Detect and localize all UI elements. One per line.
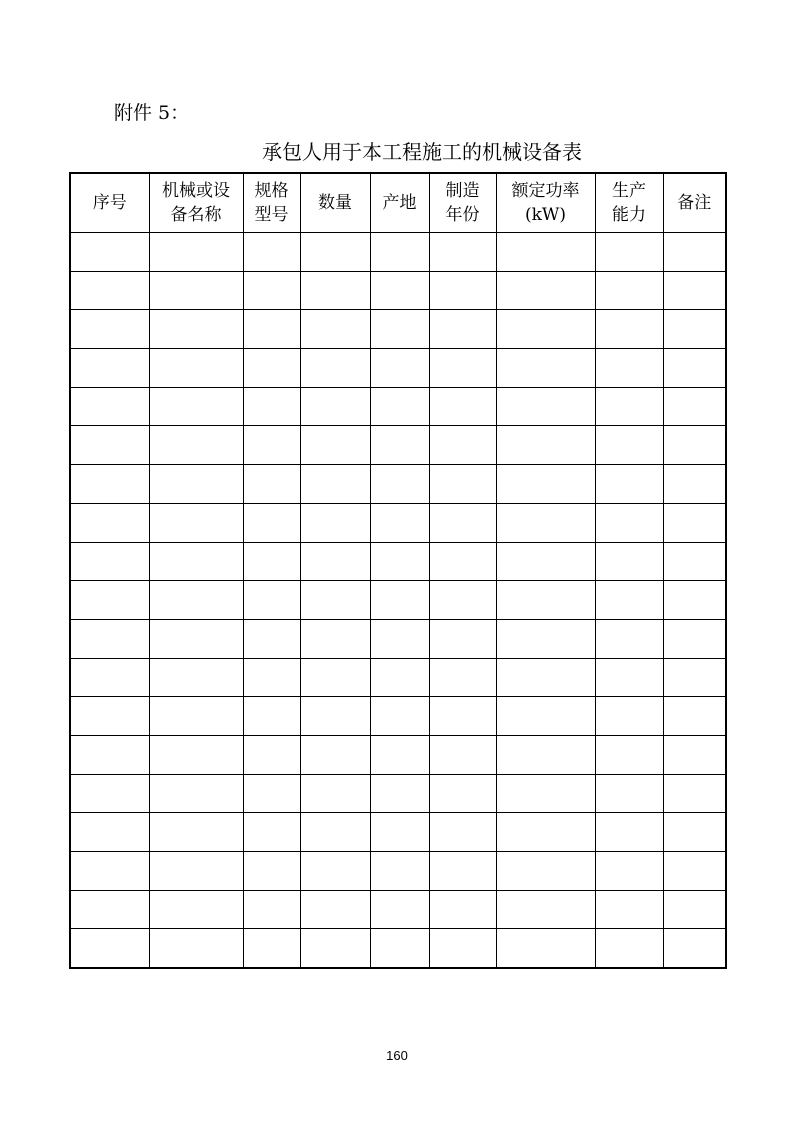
column-header-line: 型号 <box>254 205 289 225</box>
table-cell[interactable] <box>663 852 726 891</box>
table-cell[interactable] <box>429 542 496 581</box>
table-cell[interactable] <box>149 233 243 272</box>
table-row <box>70 310 726 349</box>
table-cell[interactable] <box>149 271 243 310</box>
table-cell[interactable] <box>243 929 300 968</box>
table-cell[interactable] <box>496 426 595 465</box>
table-cell[interactable] <box>370 852 429 891</box>
table-cell[interactable] <box>370 233 429 272</box>
table-cell[interactable] <box>496 310 595 349</box>
column-header-5 <box>429 173 496 233</box>
table-cell[interactable] <box>595 465 663 504</box>
table-cell[interactable] <box>70 852 149 891</box>
table-cell[interactable] <box>595 890 663 929</box>
table-row <box>70 581 726 620</box>
column-header-line: 制造 <box>445 181 480 201</box>
table-cell[interactable] <box>370 735 429 774</box>
table-row <box>70 349 726 388</box>
table-cell[interactable] <box>243 310 300 349</box>
table-cell[interactable] <box>70 542 149 581</box>
equipment-table <box>69 172 727 969</box>
table-cell[interactable] <box>429 310 496 349</box>
table-cell[interactable] <box>149 349 243 388</box>
table-row <box>70 542 726 581</box>
table-row <box>70 233 726 272</box>
table-cell[interactable] <box>70 310 149 349</box>
table-cell[interactable] <box>663 774 726 813</box>
table-cell[interactable] <box>300 697 370 736</box>
table-cell[interactable] <box>70 426 149 465</box>
table-cell[interactable] <box>300 890 370 929</box>
column-header-3 <box>300 173 370 233</box>
table-cell[interactable] <box>300 774 370 813</box>
table-cell[interactable] <box>243 619 300 658</box>
table-cell[interactable] <box>370 697 429 736</box>
table-cell[interactable] <box>243 426 300 465</box>
column-header-line: 数量 <box>318 193 352 213</box>
table-cell[interactable] <box>496 774 595 813</box>
attachment-label: 附件 5： <box>114 102 190 124</box>
table-cell[interactable] <box>149 387 243 426</box>
column-header-line: 额定功率 <box>511 181 580 201</box>
column-header-line: 备注 <box>677 193 712 213</box>
table-cell[interactable] <box>300 310 370 349</box>
table-cell[interactable] <box>370 503 429 542</box>
table-cell[interactable] <box>149 774 243 813</box>
table-cell[interactable] <box>429 349 496 388</box>
table-row <box>70 774 726 813</box>
column-header-line: 机械或设 <box>162 181 230 201</box>
table-cell[interactable] <box>595 503 663 542</box>
table-cell[interactable] <box>243 852 300 891</box>
table-cell[interactable] <box>595 426 663 465</box>
table-cell[interactable] <box>663 735 726 774</box>
table-cell[interactable] <box>243 503 300 542</box>
table-row <box>70 658 726 697</box>
column-header-line: 能力 <box>612 205 646 225</box>
table-cell[interactable] <box>300 271 370 310</box>
table-cell[interactable] <box>300 929 370 968</box>
table-cell[interactable] <box>595 581 663 620</box>
table-cell[interactable] <box>370 658 429 697</box>
table-cell[interactable] <box>496 658 595 697</box>
table-cell[interactable] <box>496 581 595 620</box>
table-cell[interactable] <box>429 233 496 272</box>
table-cell[interactable] <box>70 387 149 426</box>
table-cell[interactable] <box>149 465 243 504</box>
table-cell[interactable] <box>300 426 370 465</box>
table-cell[interactable] <box>243 890 300 929</box>
table-cell[interactable] <box>70 233 149 272</box>
table-cell[interactable] <box>429 619 496 658</box>
table-cell[interactable] <box>243 233 300 272</box>
table-cell[interactable] <box>496 929 595 968</box>
table-cell[interactable] <box>243 735 300 774</box>
table-cell[interactable] <box>70 929 149 968</box>
table-cell[interactable] <box>300 542 370 581</box>
table-cell[interactable] <box>663 581 726 620</box>
table-cell[interactable] <box>595 349 663 388</box>
table-cell[interactable] <box>429 503 496 542</box>
table-cell[interactable] <box>149 852 243 891</box>
table-cell[interactable] <box>663 310 726 349</box>
table-cell[interactable] <box>429 852 496 891</box>
table-row <box>70 890 726 929</box>
table-cell[interactable] <box>370 542 429 581</box>
table-cell[interactable] <box>149 619 243 658</box>
column-header-4 <box>370 173 429 233</box>
table-cell[interactable] <box>496 890 595 929</box>
table-cell[interactable] <box>300 658 370 697</box>
table-cell[interactable] <box>496 387 595 426</box>
table-cell[interactable] <box>429 465 496 504</box>
column-header-line: 年份 <box>445 205 480 225</box>
table-cell[interactable] <box>429 426 496 465</box>
column-header-line: 生产 <box>612 181 646 201</box>
table-cell[interactable] <box>243 697 300 736</box>
table-cell[interactable] <box>370 426 429 465</box>
table-cell[interactable] <box>70 697 149 736</box>
table-header-row <box>70 173 726 233</box>
table-cell[interactable] <box>663 426 726 465</box>
table-cell[interactable] <box>149 890 243 929</box>
column-header-line: 规格 <box>254 181 289 201</box>
table-cell[interactable] <box>149 697 243 736</box>
table-cell[interactable] <box>496 271 595 310</box>
table-cell[interactable] <box>149 542 243 581</box>
table-cell[interactable] <box>149 735 243 774</box>
table-row <box>70 426 726 465</box>
table-cell[interactable] <box>70 465 149 504</box>
table-cell[interactable] <box>300 735 370 774</box>
table-cell[interactable] <box>300 503 370 542</box>
table-cell[interactable] <box>595 658 663 697</box>
table-cell[interactable] <box>663 503 726 542</box>
table-cell[interactable] <box>370 581 429 620</box>
table-row <box>70 735 726 774</box>
column-header-2 <box>243 173 300 233</box>
table-cell[interactable] <box>429 697 496 736</box>
table-body <box>70 233 726 969</box>
table-row <box>70 697 726 736</box>
table-cell[interactable] <box>595 542 663 581</box>
table-cell[interactable] <box>429 735 496 774</box>
column-header-8 <box>663 173 726 233</box>
table-cell[interactable] <box>663 465 726 504</box>
table-cell[interactable] <box>663 813 726 852</box>
table-cell[interactable] <box>496 852 595 891</box>
table-cell[interactable] <box>663 697 726 736</box>
table-cell[interactable] <box>496 233 595 272</box>
table-cell[interactable] <box>70 774 149 813</box>
table-cell[interactable] <box>370 890 429 929</box>
table-cell[interactable] <box>300 387 370 426</box>
table-cell[interactable] <box>70 271 149 310</box>
column-header-6 <box>496 173 595 233</box>
table-cell[interactable] <box>496 619 595 658</box>
table-cell[interactable] <box>70 503 149 542</box>
table-cell[interactable] <box>149 503 243 542</box>
table-cell[interactable] <box>429 658 496 697</box>
page-number: 160 <box>386 1048 408 1063</box>
table-cell[interactable] <box>370 271 429 310</box>
table-cell[interactable] <box>496 503 595 542</box>
table-cell[interactable] <box>663 542 726 581</box>
table-cell[interactable] <box>595 697 663 736</box>
table-cell[interactable] <box>595 852 663 891</box>
table-cell[interactable] <box>70 658 149 697</box>
table-cell[interactable] <box>300 465 370 504</box>
table-row <box>70 271 726 310</box>
table-cell[interactable] <box>243 774 300 813</box>
column-header-0 <box>70 173 149 233</box>
table-cell[interactable] <box>429 581 496 620</box>
table-cell[interactable] <box>663 929 726 968</box>
table-cell[interactable] <box>370 349 429 388</box>
table-cell[interactable] <box>243 813 300 852</box>
table-cell[interactable] <box>663 271 726 310</box>
table-cell[interactable] <box>70 735 149 774</box>
column-header-line: 产地 <box>382 193 417 213</box>
table-cell[interactable] <box>370 465 429 504</box>
table-cell[interactable] <box>149 426 243 465</box>
table-cell[interactable] <box>595 735 663 774</box>
table-cell[interactable] <box>595 929 663 968</box>
table-cell[interactable] <box>496 735 595 774</box>
table-cell[interactable] <box>663 233 726 272</box>
table-cell[interactable] <box>496 697 595 736</box>
table-cell[interactable] <box>70 813 149 852</box>
table-cell[interactable] <box>149 310 243 349</box>
table-cell[interactable] <box>300 581 370 620</box>
table-cell[interactable] <box>149 813 243 852</box>
table-row <box>70 503 726 542</box>
table-cell[interactable] <box>70 619 149 658</box>
table-cell[interactable] <box>429 774 496 813</box>
table-cell[interactable] <box>595 619 663 658</box>
table-cell[interactable] <box>149 658 243 697</box>
column-header-1 <box>149 173 243 233</box>
table-cell[interactable] <box>429 813 496 852</box>
table-cell[interactable] <box>300 619 370 658</box>
table-cell[interactable] <box>370 813 429 852</box>
table-cell[interactable] <box>663 387 726 426</box>
table-row <box>70 387 726 426</box>
table-cell[interactable] <box>595 387 663 426</box>
table-cell[interactable] <box>370 310 429 349</box>
table-cell[interactable] <box>595 233 663 272</box>
table-cell[interactable] <box>300 813 370 852</box>
table-cell[interactable] <box>663 619 726 658</box>
table-row <box>70 852 726 891</box>
column-header-7 <box>595 173 663 233</box>
table-cell[interactable] <box>496 542 595 581</box>
table-cell[interactable] <box>243 387 300 426</box>
table-cell[interactable] <box>370 774 429 813</box>
table-cell[interactable] <box>70 349 149 388</box>
table-cell[interactable] <box>429 271 496 310</box>
table-cell[interactable] <box>663 890 726 929</box>
table-cell[interactable] <box>243 349 300 388</box>
table-cell[interactable] <box>243 581 300 620</box>
table-row <box>70 813 726 852</box>
table-cell[interactable] <box>243 542 300 581</box>
table-cell[interactable] <box>370 619 429 658</box>
table-cell[interactable] <box>300 349 370 388</box>
table-row <box>70 619 726 658</box>
table-cell[interactable] <box>70 581 149 620</box>
table-cell[interactable] <box>496 465 595 504</box>
table-cell[interactable] <box>595 310 663 349</box>
column-header-line: (kW) <box>524 205 567 225</box>
table-cell[interactable] <box>300 233 370 272</box>
table-cell[interactable] <box>300 852 370 891</box>
column-header-line: 备名称 <box>170 205 222 225</box>
table-cell[interactable] <box>663 349 726 388</box>
table-cell[interactable] <box>595 774 663 813</box>
table-cell[interactable] <box>496 349 595 388</box>
table-title: 承包人用于本工程施工的机械设备表 <box>262 140 582 164</box>
table-cell[interactable] <box>149 581 243 620</box>
table-cell[interactable] <box>496 813 595 852</box>
table-cell[interactable] <box>370 929 429 968</box>
table-row <box>70 929 726 968</box>
table-cell[interactable] <box>70 890 149 929</box>
column-header-line: 序号 <box>92 193 127 213</box>
table-cell[interactable] <box>595 271 663 310</box>
table-cell[interactable] <box>243 465 300 504</box>
table-cell[interactable] <box>429 929 496 968</box>
table-row <box>70 465 726 504</box>
table-cell[interactable] <box>243 271 300 310</box>
table-cell[interactable] <box>429 890 496 929</box>
table-cell[interactable] <box>243 658 300 697</box>
table-cell[interactable] <box>370 387 429 426</box>
table-cell[interactable] <box>429 387 496 426</box>
table-cell[interactable] <box>149 929 243 968</box>
table-cell[interactable] <box>663 658 726 697</box>
table-cell[interactable] <box>595 813 663 852</box>
